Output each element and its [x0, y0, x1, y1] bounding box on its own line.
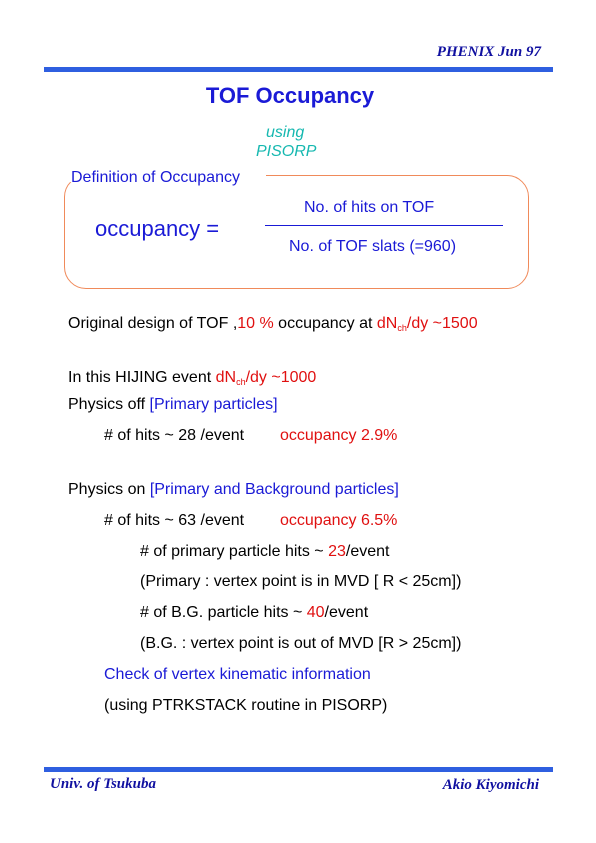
original-design-line [68, 315, 478, 333]
original-design-prefix: Original design of TOF , [68, 315, 238, 332]
original-design-ch: ch [397, 323, 407, 333]
primary-note: (Primary : vertex point is in MVD [ R < 25cm]) [140, 573, 462, 590]
ptrkstack-line: (using PTRKSTACK routine in PISORP) [104, 697, 388, 714]
subtitle-pisorp: PISORP [256, 143, 317, 160]
physics-off-label: Physics off [68, 396, 150, 413]
fraction-bar [265, 225, 503, 226]
bg-hits-num: 40 [306, 604, 325, 621]
physics-on-bracket: [Primary and Background particles] [149, 481, 399, 498]
occupancy-lhs: occupancy = [95, 216, 220, 241]
definition-heading: Definition of Occupancy [71, 169, 240, 186]
fraction-denominator: No. of TOF slats (=960) [289, 238, 457, 255]
original-design-pct: 10 % [237, 315, 274, 332]
physics-off-line [68, 396, 278, 414]
bg-hits-suffix: /event [324, 604, 369, 621]
primary-hits-line [140, 543, 389, 561]
fraction-numerator: No. of hits on TOF [304, 199, 435, 216]
hijing-dn: dN [215, 369, 237, 386]
hijing-tail: /dy ~1000 [245, 369, 317, 386]
original-design-mid: occupancy at [273, 315, 377, 332]
primary-hits-prefix: # of primary particle hits ~ [140, 543, 329, 560]
footer-rule [44, 767, 553, 772]
subtitle-using: using [266, 124, 305, 141]
footer-left: Univ. of Tsukuba [50, 776, 156, 792]
check-vertex-line: Check of vertex kinematic information [104, 666, 371, 683]
primary-hits-num: 23 [328, 543, 346, 560]
primary-hits-suffix: /event [345, 543, 390, 560]
original-design-tail: /dy ~1500 [406, 315, 478, 332]
header-rule [44, 67, 553, 72]
footer-right: Akio Kiyomichi [442, 777, 539, 793]
hijing-line [68, 369, 316, 387]
physics-off-hits: # of hits ~ 28 /event [104, 427, 245, 444]
physics-off-bracket: [Primary particles] [149, 396, 278, 413]
hijing-prefix: In this HIJING event [68, 369, 216, 386]
page-title: TOF Occupancy [205, 83, 375, 108]
bg-note: (B.G. : vertex point is out of MVD [R > 25cm]) [140, 635, 462, 652]
bg-hits-prefix: # of B.G. particle hits ~ [140, 604, 307, 621]
physics-on-line [68, 481, 399, 499]
original-design-dn: dN [376, 315, 398, 332]
physics-on-hits: # of hits ~ 63 /event [104, 512, 245, 529]
hijing-ch: ch [236, 377, 246, 387]
bg-hits-line [140, 604, 368, 622]
header-label: PHENIX Jun 97 [436, 44, 541, 60]
physics-on-occupancy: occupancy 6.5% [280, 512, 398, 529]
physics-off-occupancy: occupancy 2.9% [280, 427, 398, 444]
physics-on-label: Physics on [68, 481, 150, 498]
